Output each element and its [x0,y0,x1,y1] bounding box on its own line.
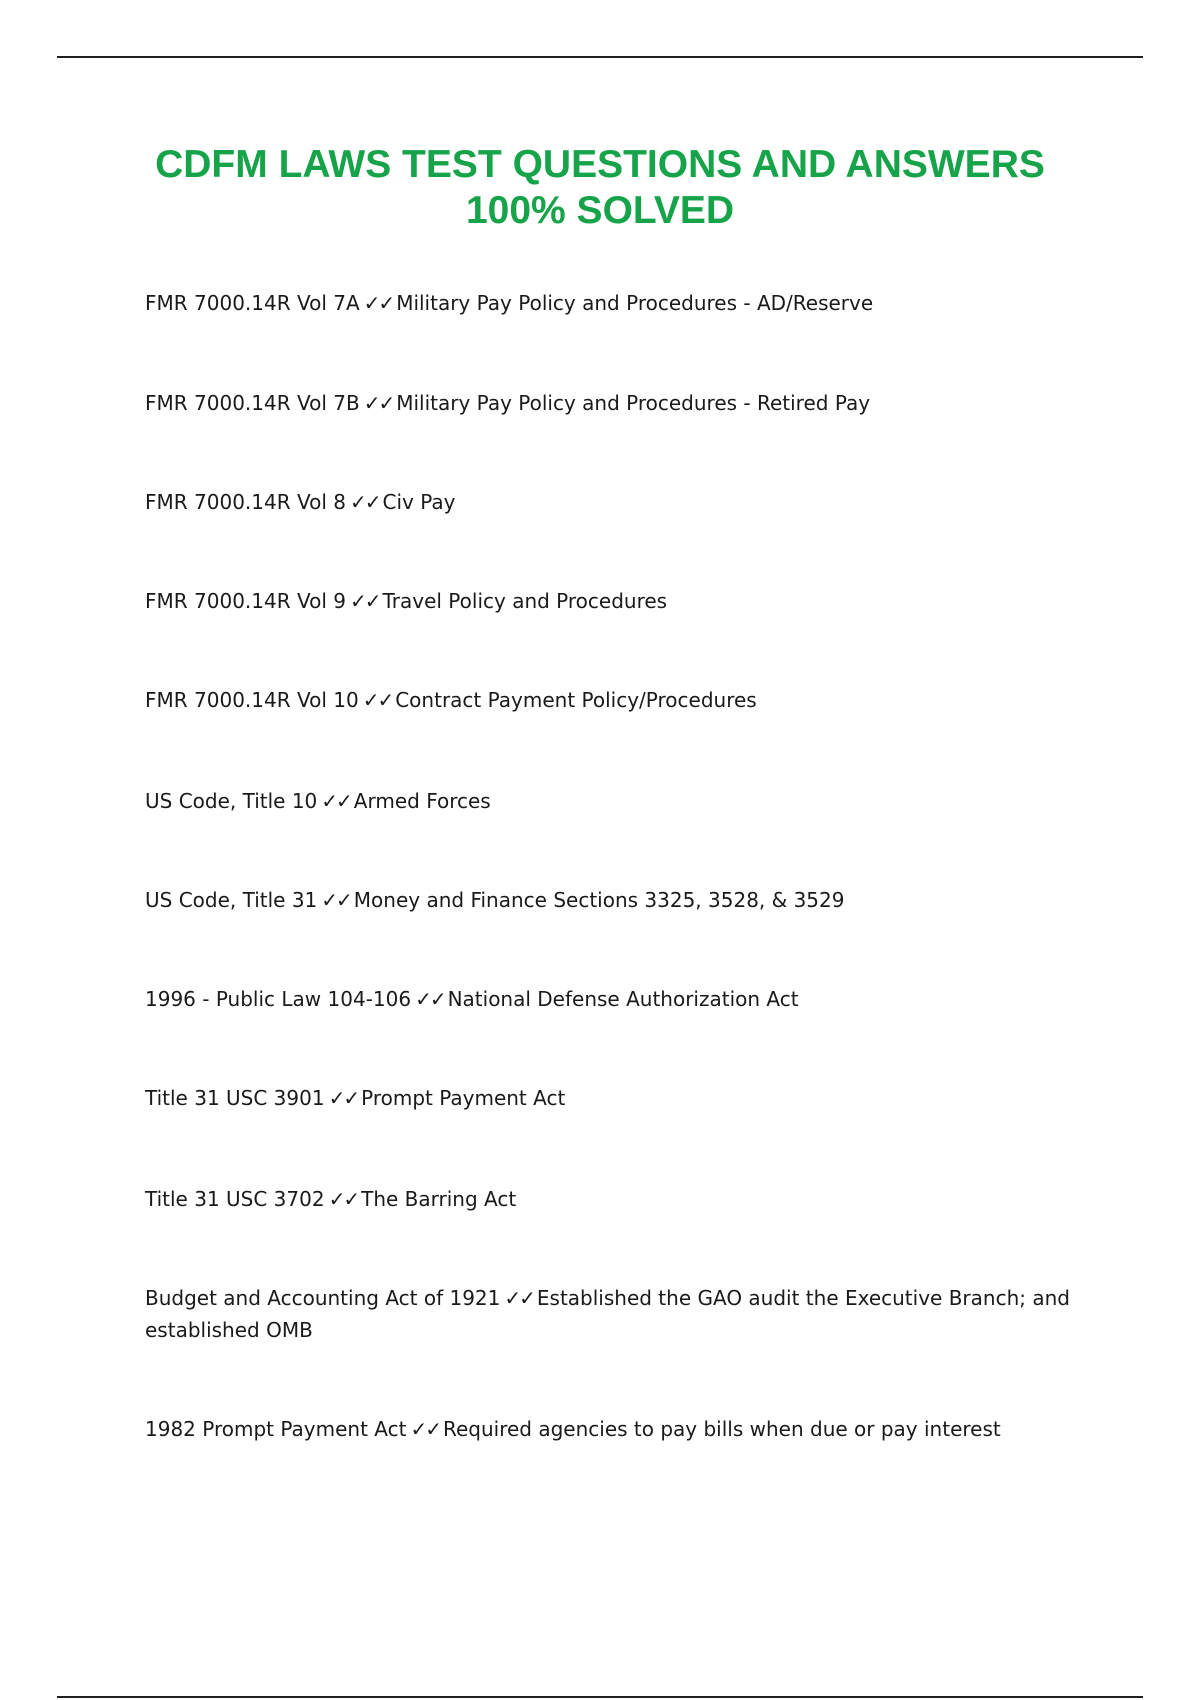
qa-answer: Contract Payment Policy/Procedures [395,688,757,712]
top-rule [57,56,1143,58]
qa-item [145,785,1075,817]
qa-answer: National Defense Authorization Act [447,987,799,1011]
qa-answer: Military Pay Policy and Procedures - AD/Reserve [396,291,874,315]
qa-question: Budget and Accounting Act of 1921 [145,1286,501,1310]
qa-item [145,1183,1075,1215]
qa-item [145,1082,1075,1114]
qa-answer: Civ Pay [382,490,456,514]
title-line-1: CDFM LAWS TEST QUESTIONS AND ANSWERS [155,143,1045,186]
document-title [0,142,1200,234]
title-line-2: 100% SOLVED [465,189,735,232]
double-check-icon: ✓✓ [410,1417,440,1441]
qa-item [145,983,1075,1015]
bottom-rule [57,1696,1143,1698]
qa-question: FMR 7000.14R Vol 8 [145,490,346,514]
qa-item [145,486,1075,518]
qa-item [145,585,1075,617]
double-check-icon: ✓✓ [363,391,394,415]
qa-answer: Established the GAO audit the Executive Branch; and established OMB [145,1286,1070,1342]
qa-question: FMR 7000.14R Vol 7B [145,391,360,415]
qa-question: US Code, Title 10 [145,789,318,813]
qa-item [145,684,1075,716]
qa-question: 1996 - Public Law 104-106 [145,987,412,1011]
qa-question: US Code, Title 31 [145,888,318,912]
qa-answer: Required agencies to pay bills when due or pay interest [442,1417,1001,1441]
double-check-icon: ✓✓ [328,1187,359,1211]
double-check-icon: ✓✓ [328,1086,359,1110]
double-check-icon: ✓✓ [321,789,351,813]
qa-answer: Prompt Payment Act [361,1086,566,1110]
qa-question: Title 31 USC 3702 [145,1187,325,1211]
double-check-icon: ✓✓ [362,688,393,712]
double-check-icon: ✓✓ [415,987,445,1011]
double-check-icon: ✓✓ [321,888,351,912]
qa-answer: The Barring Act [361,1187,517,1211]
double-check-icon: ✓✓ [349,490,380,514]
qa-answer: Travel Policy and Procedures [382,589,668,613]
qa-question: FMR 7000.14R Vol 10 [145,688,359,712]
qa-question: 1982 Prompt Payment Act [145,1417,407,1441]
qa-item [145,1282,1075,1346]
double-check-icon: ✓✓ [363,291,394,315]
qa-item [145,287,1075,319]
qa-item [145,387,1075,419]
qa-question: FMR 7000.14R Vol 9 [145,589,346,613]
qa-question: Title 31 USC 3901 [145,1086,325,1110]
qa-answer: Military Pay Policy and Procedures - Retired Pay [396,391,871,415]
qa-answer: Armed Forces [353,789,491,813]
qa-item [145,1413,1075,1445]
double-check-icon: ✓✓ [349,589,380,613]
qa-answer: Money and Finance Sections 3325, 3528, & 3529 [353,888,845,912]
qa-question: FMR 7000.14R Vol 7A [145,291,360,315]
double-check-icon: ✓✓ [504,1286,534,1310]
qa-item [145,884,1075,916]
